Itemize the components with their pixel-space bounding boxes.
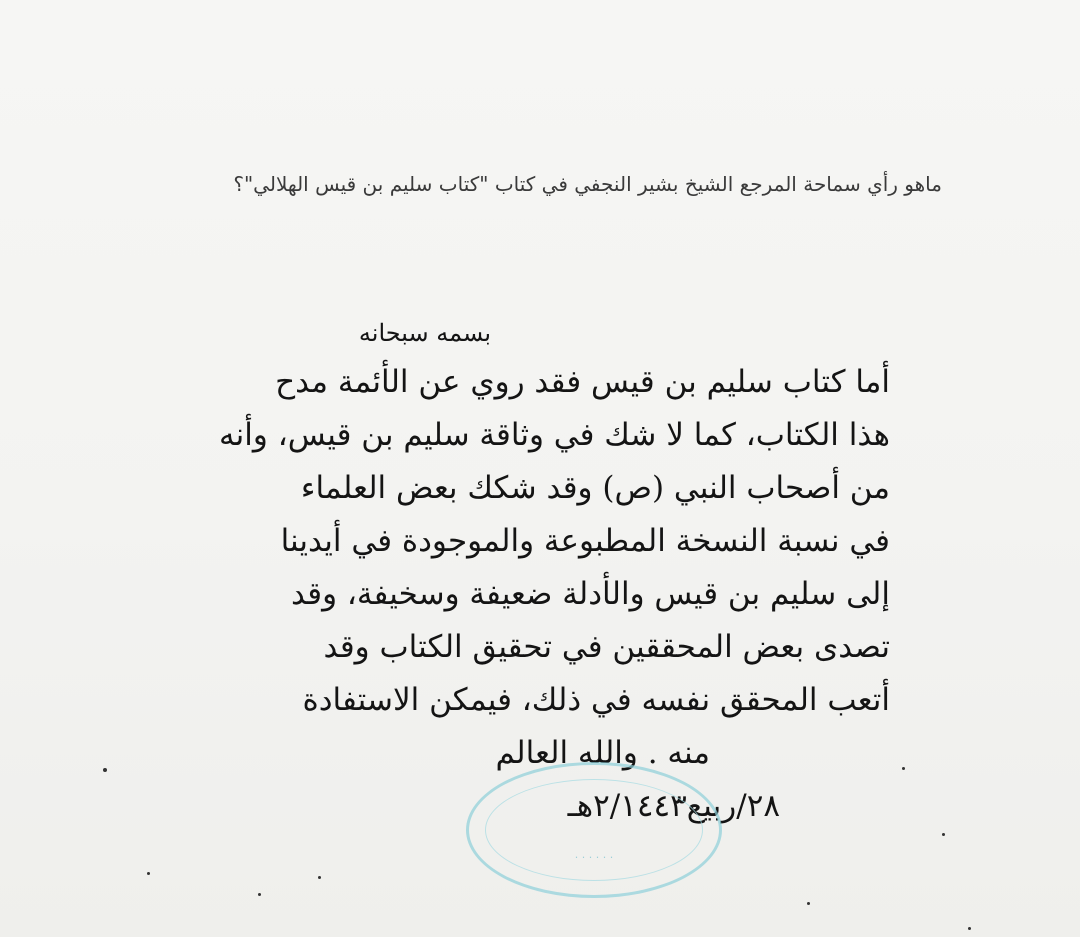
- answer-line-7: أتعب المحقق نفسه في ذلك، فيمكن الاستفادة: [302, 682, 890, 718]
- scan-speck: [968, 927, 971, 930]
- answer-line-4: في نسبة النسخة المطبوعة والموجودة في أيدينا: [280, 523, 890, 559]
- scan-speck: [103, 768, 107, 772]
- answer-date: ٢٨/ربيع٢/١٤٤٣هـ: [567, 788, 780, 824]
- scan-speck: [318, 876, 321, 879]
- answer-line-5: إلى سليم بن قيس والأدلة ضعيفة وسخيفة، وقد: [291, 576, 890, 612]
- question-text: ماهو رأي سماحة المرجع الشيخ بشير النجفي في كتاب "كتاب سليم بن قيس الهلالي"؟: [233, 172, 942, 196]
- scan-speck: [942, 833, 945, 836]
- scan-speck: [147, 872, 150, 875]
- scan-speck: [902, 767, 905, 770]
- scan-speck: [258, 893, 261, 896]
- office-stamp: [466, 762, 722, 898]
- answer-line-3: من أصحاب النبي (ص) وقد شكك بعض العلماء: [300, 470, 890, 506]
- stamp-text-mark: · · · · · ·: [574, 851, 614, 864]
- handwritten-answer: [150, 310, 890, 833]
- scan-speck: [807, 902, 810, 905]
- answer-closing: منه . والله العالم: [495, 735, 710, 771]
- answer-line-2: هذا الكتاب، كما لا شك في وثاقة سليم بن قيس، وأنه: [219, 417, 890, 453]
- answer-line-1: أما كتاب سليم بن قيس فقد روي عن الأئمة مدح: [275, 364, 890, 400]
- answer-line-6: تصدى بعض المحققين في تحقيق الكتاب وقد: [323, 629, 890, 665]
- basmala: بسمه سبحانه: [358, 319, 492, 347]
